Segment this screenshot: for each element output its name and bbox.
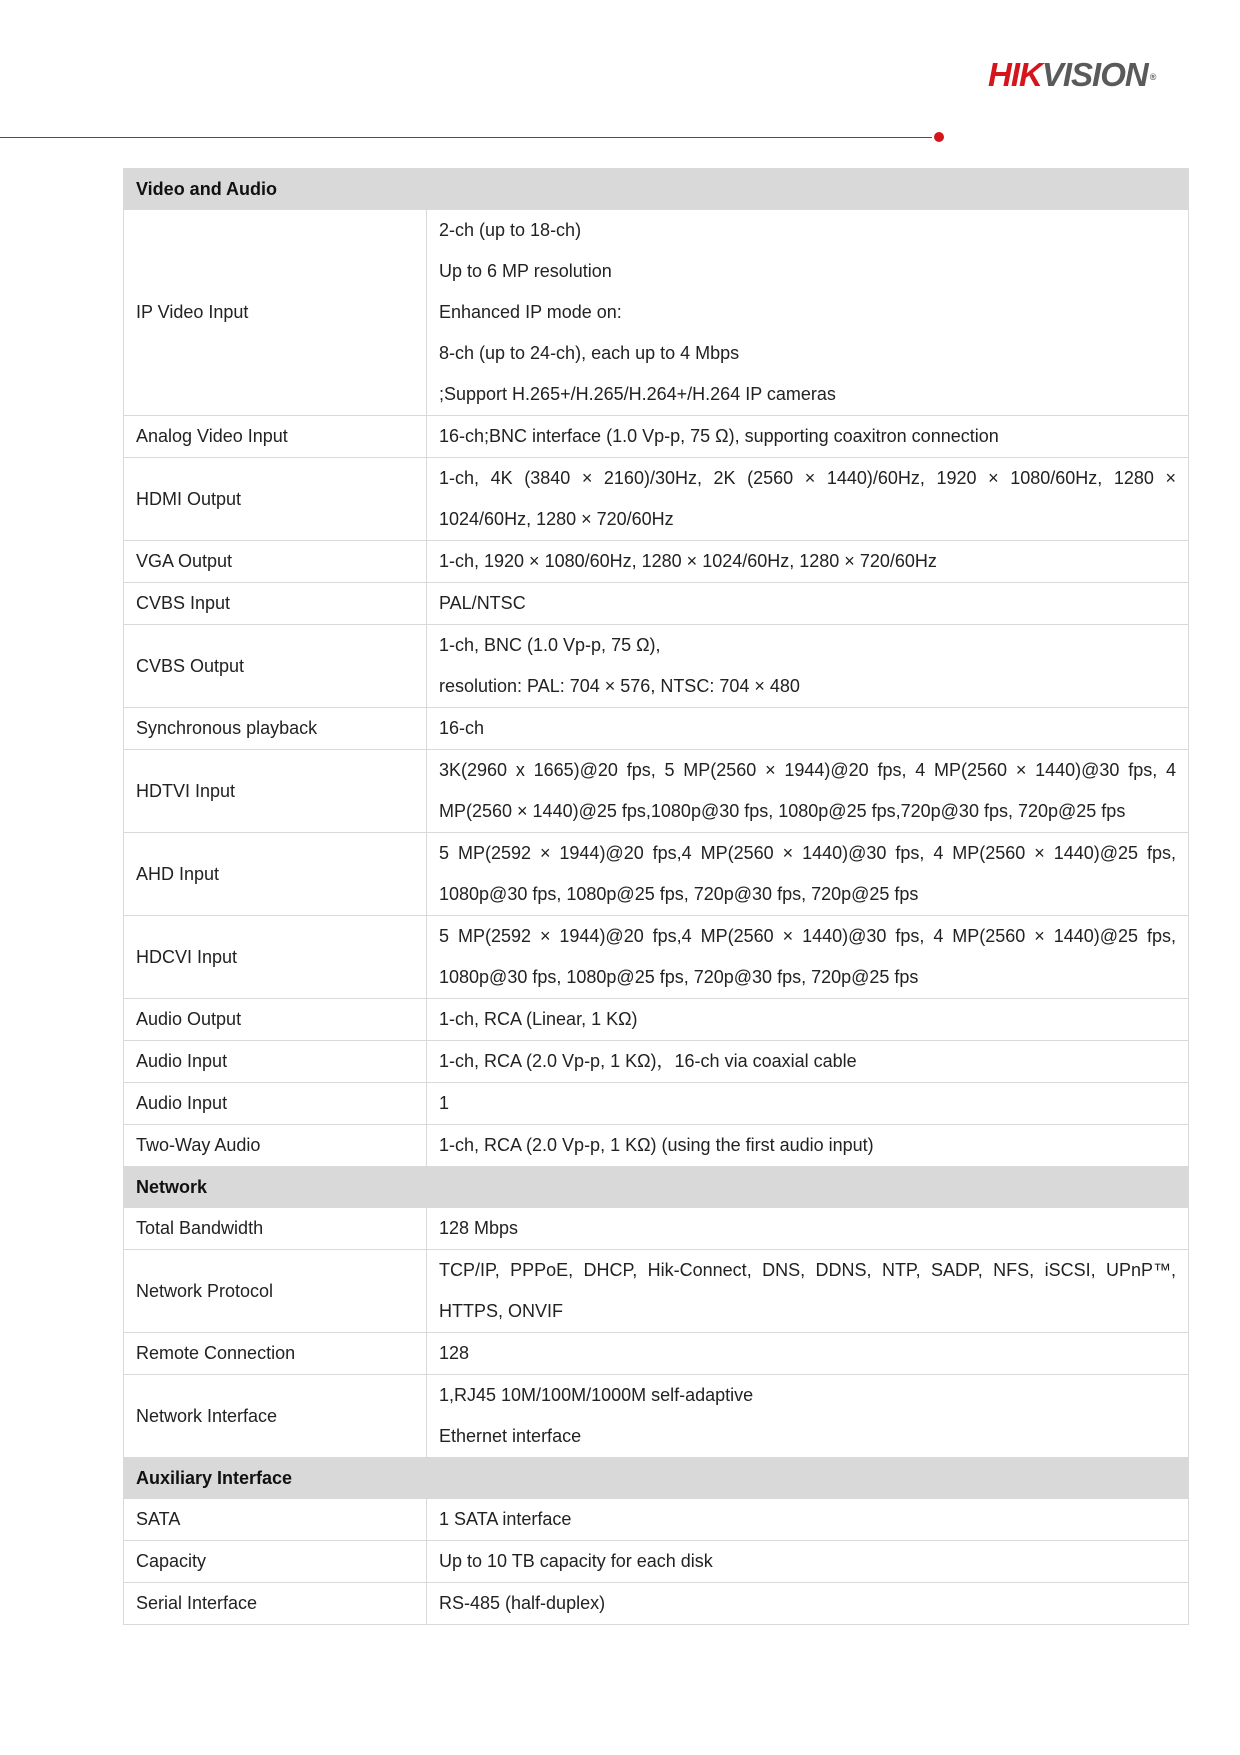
spec-value: 16-ch: [427, 708, 1189, 750]
spec-label: Audio Output: [124, 999, 427, 1041]
spec-value: Up to 10 TB capacity for each disk: [427, 1541, 1189, 1583]
spec-row-serial-interface: [124, 1583, 1189, 1625]
spec-label: AHD Input: [124, 833, 427, 916]
spec-row-hdcvi-input: [124, 916, 1189, 999]
spec-label: Audio Input: [124, 1083, 427, 1125]
spec-row-network-interface: [124, 1375, 1189, 1458]
spec-value: [427, 625, 1189, 708]
spec-row-two-way-audio: [124, 1125, 1189, 1167]
header-rule-dot: [934, 132, 944, 142]
section-header-video-audio: [124, 169, 1189, 210]
spec-value: 128 Mbps: [427, 1208, 1189, 1250]
header-rule: [0, 137, 932, 138]
spec-label: Total Bandwidth: [124, 1208, 427, 1250]
spec-row-analog-video-input: [124, 416, 1189, 458]
spec-value: 1 SATA interface: [427, 1499, 1189, 1541]
spec-value: 1-ch, 1920 × 1080/60Hz, 1280 × 1024/60Hz, 1280 × 720/60Hz: [427, 541, 1189, 583]
spec-label: Network Interface: [124, 1375, 427, 1458]
spec-value: 16-ch;BNC interface (1.0 Vp-p, 75 Ω), supporting coaxitron connection: [427, 416, 1189, 458]
spec-value: 128: [427, 1333, 1189, 1375]
spec-row-cvbs-input: [124, 583, 1189, 625]
spec-label: Analog Video Input: [124, 416, 427, 458]
spec-value-line: resolution: PAL: 704 × 576, NTSC: 704 × 480: [439, 676, 800, 696]
spec-value-line: ;Support H.265+/H.265/H.264+/H.264 IP cameras: [439, 384, 836, 404]
spec-label: SATA: [124, 1499, 427, 1541]
spec-value: 1-ch, RCA (2.0 Vp-p, 1 KΩ) (using the first audio input): [427, 1125, 1189, 1167]
hikvision-logo: [988, 56, 1156, 93]
spec-label: Capacity: [124, 1541, 427, 1583]
spec-row-capacity: [124, 1541, 1189, 1583]
spec-row-audio-output: [124, 999, 1189, 1041]
spec-label: CVBS Output: [124, 625, 427, 708]
spec-label: Synchronous playback: [124, 708, 427, 750]
section-title: Auxiliary Interface: [124, 1458, 1189, 1499]
spec-row-remote-connection: [124, 1333, 1189, 1375]
spec-value: RS-485 (half-duplex): [427, 1583, 1189, 1625]
spec-label: Network Protocol: [124, 1250, 427, 1333]
spec-value-line: Up to 6 MP resolution: [439, 261, 612, 281]
spec-row-network-protocol: [124, 1250, 1189, 1333]
spec-value: 5 MP(2592 × 1944)@20 fps,4 MP(2560 × 1440)@30 fps, 4 MP(2560 × 1440)@25 fps, 1080p@30 fps, 1080p@25 fps, 720p@30 fps, 720p@25 fps: [427, 916, 1189, 999]
spec-label: Serial Interface: [124, 1583, 427, 1625]
spec-label: HDMI Output: [124, 458, 427, 541]
spec-label: VGA Output: [124, 541, 427, 583]
spec-row-audio-input-2: [124, 1083, 1189, 1125]
spec-value-line: Enhanced IP mode on:: [439, 302, 622, 322]
spec-label: HDCVI Input: [124, 916, 427, 999]
spec-value-line: Ethernet interface: [439, 1426, 582, 1446]
spec-row-sata: [124, 1499, 1189, 1541]
spec-value: PAL/NTSC: [427, 583, 1189, 625]
spec-value-line: 8-ch (up to 24-ch), each up to 4 Mbps: [439, 343, 740, 363]
spec-value: [427, 210, 1189, 416]
spec-row-cvbs-output: [124, 625, 1189, 708]
section-header-auxiliary-interface: [124, 1458, 1189, 1499]
spec-label: Remote Connection: [124, 1333, 427, 1375]
spec-row-audio-input: [124, 1041, 1189, 1083]
spec-value-line: 1,RJ45 10M/100M/1000M self-adaptive: [439, 1385, 754, 1405]
spec-value: 1-ch, RCA (Linear, 1 KΩ): [427, 999, 1189, 1041]
spec-value: 5 MP(2592 × 1944)@20 fps,4 MP(2560 × 1440)@30 fps, 4 MP(2560 × 1440)@25 fps, 1080p@30 fps, 1080p@25 fps, 720p@30 fps, 720p@25 fps: [427, 833, 1189, 916]
spec-value-line: 1-ch, BNC (1.0 Vp-p, 75 Ω),: [439, 635, 661, 655]
logo-hik-text: HIK: [988, 56, 1042, 93]
spec-row-vga-output: [124, 541, 1189, 583]
spec-row-ip-video-input: [124, 210, 1189, 416]
logo-vision-text: VISION: [1041, 56, 1148, 93]
spec-value: [427, 1375, 1189, 1458]
registered-mark: ®: [1149, 72, 1156, 82]
spec-value: 1-ch, 4K (3840 × 2160)/30Hz, 2K (2560 × 1440)/60Hz, 1920 × 1080/60Hz, 1280 × 1024/60Hz, 1280 × 720/60Hz: [427, 458, 1189, 541]
spec-label: Audio Input: [124, 1041, 427, 1083]
spec-value: 1: [427, 1083, 1189, 1125]
spec-row-hdtvi-input: [124, 750, 1189, 833]
spec-label: Two-Way Audio: [124, 1125, 427, 1167]
section-header-network: [124, 1167, 1189, 1208]
spec-label: IP Video Input: [124, 210, 427, 416]
spec-row-synchronous-playback: [124, 708, 1189, 750]
spec-value: 3K(2960 x 1665)@20 fps, 5 MP(2560 × 1944)@20 fps, 4 MP(2560 × 1440)@30 fps, 4 MP(2560 × 1440)@25 fps,1080p@30 fps, 1080p@25 fps,720p@30 fps, 720p@25 fps: [427, 750, 1189, 833]
spec-row-ahd-input: [124, 833, 1189, 916]
spec-label: CVBS Input: [124, 583, 427, 625]
spec-label: HDTVI Input: [124, 750, 427, 833]
spec-row-total-bandwidth: [124, 1208, 1189, 1250]
spec-value-line: 2-ch (up to 18-ch): [439, 220, 582, 240]
spec-row-hdmi-output: [124, 458, 1189, 541]
spec-table: [123, 168, 1189, 1625]
spec-value: TCP/IP, PPPoE, DHCP, Hik-Connect, DNS, DDNS, NTP, SADP, NFS, iSCSI, UPnP™, HTTPS, ONVIF: [427, 1250, 1189, 1333]
spec-value: 1-ch, RCA (2.0 Vp-p, 1 KΩ)，16-ch via coaxial cable: [427, 1041, 1189, 1083]
section-title: Video and Audio: [124, 169, 1189, 210]
section-title: Network: [124, 1167, 1189, 1208]
